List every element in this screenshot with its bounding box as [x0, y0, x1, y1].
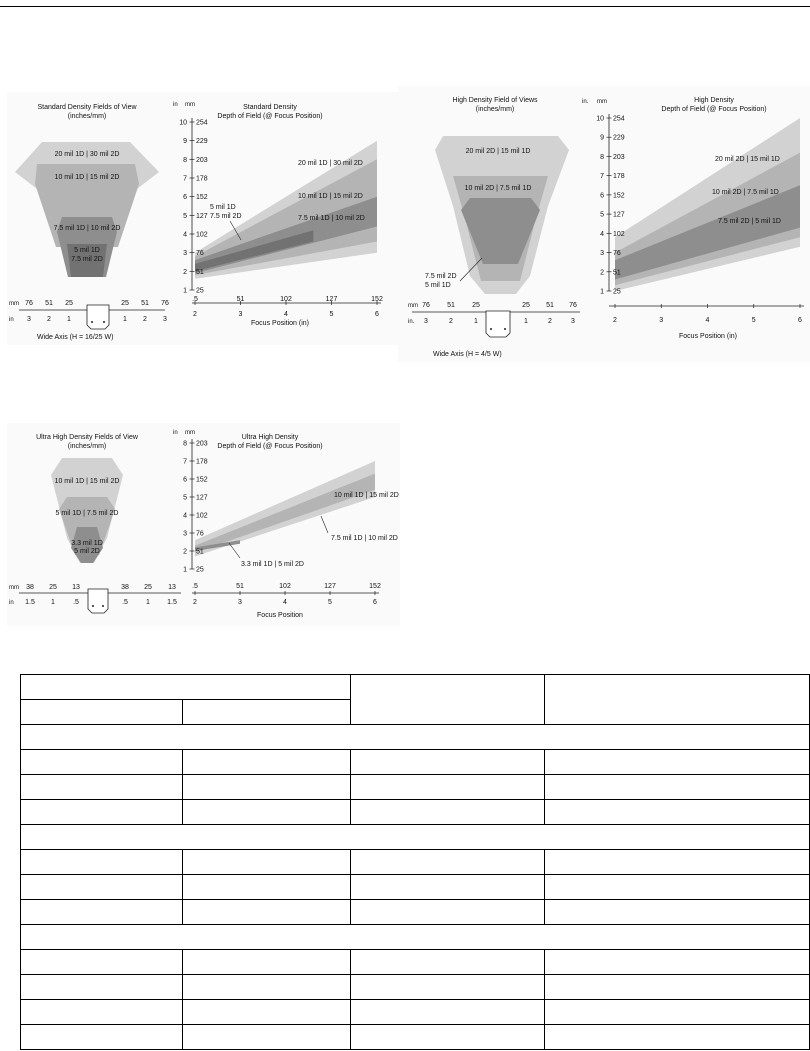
- dof-y-mm-tick-label: 178: [196, 458, 208, 466]
- table-cell: [350, 850, 545, 875]
- fov-mm-tick: 51: [45, 300, 53, 307]
- dof-band-label-2: 10 mil 1D | 15 mil 2D: [298, 193, 363, 200]
- table-section-row: [21, 925, 810, 950]
- table-cell: [21, 1000, 183, 1025]
- dof-band-label-3: 3.3 mil 1D | 5 mil 2D: [241, 561, 304, 568]
- dof-x-mm-tick-label: 102: [280, 296, 292, 303]
- table-cell: [545, 775, 810, 800]
- dof-y-in-tick-label: 4: [600, 230, 604, 238]
- dof-y-mm-tick-label: 203: [613, 153, 625, 161]
- dof-title-1: Ultra High Density: [241, 434, 299, 441]
- table-cell: [350, 1000, 545, 1025]
- table-row: [21, 725, 810, 750]
- table-cell: [545, 850, 810, 875]
- dof-y-in-tick-label: 2: [600, 269, 604, 277]
- dof-title-2: Depth of Field (@ Focus Position): [217, 113, 323, 120]
- fov-label-2: 10 mil 2D | 7.5 mil 1D: [464, 185, 532, 192]
- fov-mm-tick: 38: [121, 584, 129, 591]
- table-cell: [21, 750, 183, 775]
- fov-label-1: 10 mil 1D | 15 mil 2D: [54, 478, 120, 485]
- table-row: [21, 900, 810, 925]
- fov-mm-tick: 25: [49, 584, 57, 591]
- ultra-high-density-figure: [7, 423, 400, 626]
- dof-band-label-2: 7.5 mil 1D | 10 mil 2D: [331, 535, 398, 542]
- fov-in-tick: .5: [73, 599, 79, 606]
- dof-y-in-tick-label: 1: [600, 288, 604, 296]
- dof-y-mm-tick-label: 178: [613, 173, 625, 181]
- fov-mm-tick: 51: [447, 302, 455, 309]
- table-cell: [182, 900, 350, 925]
- fov-in-tick: .5: [122, 599, 128, 606]
- table-cell: [350, 875, 545, 900]
- dof-y-mm-tick-label: 229: [196, 138, 208, 146]
- table-cell: [182, 1025, 350, 1050]
- fov-in-tick: 2: [143, 316, 147, 323]
- dof-title-2: Depth of Field (@ Focus Position): [217, 443, 323, 450]
- fov-mm-tick: 51: [546, 302, 554, 309]
- standard-density-figure: [7, 92, 400, 345]
- fov-mm-tick: 76: [161, 300, 169, 307]
- table-cell: [21, 775, 183, 800]
- table-row: [21, 825, 810, 850]
- dof-x-in-tick-label: 3: [238, 311, 243, 318]
- table-cell: [350, 750, 545, 775]
- scanner-icon: [486, 311, 510, 337]
- fov-title-2: (inches/mm): [67, 443, 107, 450]
- dof-x-label: Focus Position: [257, 612, 303, 619]
- dof-x-in-tick-label: 6: [375, 311, 379, 318]
- table-cell: [350, 675, 545, 725]
- table-row: [21, 975, 810, 1000]
- dof-x-in-tick-label: 4: [705, 317, 710, 324]
- table-cell: [182, 975, 350, 1000]
- table-row: [21, 675, 810, 700]
- table-row: [21, 1025, 810, 1050]
- dof-y-in-tick-label: 5: [600, 211, 604, 219]
- dof-y-in-tick-label: 6: [183, 476, 187, 484]
- fov-label-4: 5 mil 1D: [74, 247, 100, 254]
- dof-y-in-tick-label: 2: [183, 548, 187, 556]
- dof-y-mm-tick-label: 51: [196, 268, 204, 276]
- dof-y-mm-tick-label: 127: [196, 494, 208, 502]
- table-row: [21, 950, 810, 975]
- table-cell: [182, 775, 350, 800]
- dof-x-in-tick-label: 2: [193, 599, 197, 606]
- dof-y-mm-tick-label: 25: [196, 287, 204, 295]
- table-cell: [350, 800, 545, 825]
- table-row: [21, 750, 810, 775]
- dof-callout-2: 7.5 mil 2D: [210, 213, 242, 220]
- spec-table: [20, 674, 810, 1050]
- dof-callout-leader: [229, 543, 240, 558]
- dof-y-in-tick-label: 9: [600, 134, 604, 142]
- dof-title-1: High Density: [694, 97, 734, 104]
- dof-y-in-tick-label: 3: [183, 530, 187, 538]
- dof-x-label: Focus Position (in): [251, 320, 309, 327]
- table-cell: [21, 700, 183, 725]
- dof-y-in-tick-label: 5: [183, 212, 187, 220]
- table-cell: [545, 1025, 810, 1050]
- fov-mm-tick: 25: [522, 302, 530, 309]
- dof-x-in-tick-label: 2: [193, 311, 197, 318]
- fov-label-2: 5 mil 1D | 7.5 mil 2D: [55, 510, 119, 517]
- table-section-row: [21, 825, 810, 850]
- dof-y-in-tick-label: 3: [183, 250, 187, 258]
- table-cell: [182, 850, 350, 875]
- table-cell: [21, 1025, 183, 1050]
- dof-x-mm-tick-label: 127: [324, 583, 336, 590]
- fov-in-tick: 1: [123, 316, 127, 323]
- table-cell: [182, 1000, 350, 1025]
- fov-in-tick: 1: [474, 318, 478, 325]
- fov-in-tick: 2: [548, 318, 552, 325]
- table-row: [21, 800, 810, 825]
- fov-mm-unit: mm: [9, 585, 19, 591]
- dof-y-mm-tick-label: 102: [196, 231, 208, 239]
- fov-title-1: Standard Density Fields of View: [37, 104, 137, 111]
- table-cell: [21, 950, 183, 975]
- fov-mm-tick: 76: [422, 302, 430, 309]
- dof-y-mm-tick-label: 127: [613, 211, 625, 219]
- table-row: [21, 925, 810, 950]
- dof-x-in-tick-label: 3: [659, 317, 664, 324]
- dof-y-mm-tick-label: 102: [613, 230, 625, 238]
- fov-in-unit: in.: [408, 319, 415, 325]
- dof-y-mm-tick-label: 51: [196, 548, 204, 556]
- fov-in-tick: 3: [424, 318, 428, 325]
- dof-y-mm-tick-label: 254: [613, 115, 625, 123]
- dof-title-2: Depth of Field (@ Focus Position): [661, 106, 767, 113]
- dof-y-in-tick-label: 5: [183, 494, 187, 502]
- dof-y-unit-in: in: [173, 102, 178, 108]
- dof-y-in-tick-label: 8: [183, 440, 187, 448]
- dof-y-mm-tick-label: 203: [196, 440, 208, 448]
- table-cell: [545, 675, 810, 725]
- dof-y-in-tick-label: 6: [183, 194, 187, 202]
- scanner-icon: [88, 589, 108, 613]
- dof-x-in-tick-label: 6: [798, 317, 802, 324]
- table-cell: [350, 1025, 545, 1050]
- fov-mm-tick: 76: [569, 302, 577, 309]
- dof-y-in-tick-label: 4: [183, 231, 187, 239]
- fov-in-tick: 2: [449, 318, 453, 325]
- table-cell: [350, 900, 545, 925]
- fov-title-2: (inches/mm): [475, 106, 515, 113]
- fov-in-unit: in: [9, 317, 14, 323]
- dof-band-label-2: 10 mil 2D | 7.5 mil 1D: [712, 189, 779, 196]
- fov-in-tick: 3: [571, 318, 575, 325]
- dof-y-mm-tick-label: 76: [196, 530, 204, 538]
- fov-mm-tick: 25: [65, 300, 73, 307]
- fov-in-tick: 1: [524, 318, 528, 325]
- dof-y-unit-in: in: [173, 430, 178, 436]
- table-cell: [545, 950, 810, 975]
- standard-density-svg: [7, 92, 400, 345]
- table-cell: [182, 950, 350, 975]
- dof-band-label-1: 10 mil 1D | 15 mil 2D: [334, 492, 399, 499]
- dof-y-in-tick-label: 10: [179, 119, 187, 127]
- fov-label-5: 7.5 mil 2D: [71, 256, 103, 263]
- dof-x-mm-tick-label: 102: [279, 583, 291, 590]
- dof-x-in-tick-label: 6: [373, 599, 377, 606]
- dof-y-in-tick-label: 10: [596, 115, 604, 123]
- dof-y-in-tick-label: 7: [183, 458, 187, 466]
- dof-x-in-tick-label: 2: [613, 317, 617, 324]
- dof-x-mm-tick-label: 152: [371, 296, 383, 303]
- fov-label-4: 5 mil 1D: [425, 282, 451, 289]
- table-row: [21, 775, 810, 800]
- table-cell: [21, 900, 183, 925]
- dof-band-label-3: 7.5 mil 1D | 10 mil 2D: [298, 215, 365, 222]
- dof-callout-1: 5 mil 1D: [210, 204, 236, 211]
- dof-y-in-tick-label: 3: [600, 250, 604, 258]
- dof-y-in-tick-label: 4: [183, 512, 187, 520]
- dof-y-mm-tick-label: 229: [613, 134, 625, 142]
- fov-mm-tick: 13: [72, 584, 80, 591]
- dof-band-label-1: 20 mil 1D | 30 mil 2D: [298, 160, 363, 167]
- dof-y-in-tick-label: 8: [183, 156, 187, 164]
- dof-y-mm-tick-label: 152: [613, 192, 625, 200]
- dof-x-in-tick-label: 4: [284, 311, 288, 318]
- dof-y-in-tick-label: 1: [183, 287, 187, 295]
- fov-mm-tick: 38: [26, 584, 34, 591]
- dof-y-mm-tick-label: 102: [196, 512, 208, 520]
- dof-y-mm-tick-label: 25: [196, 566, 204, 574]
- ultra-high-density-svg: [7, 423, 400, 626]
- table-row: [21, 850, 810, 875]
- table-cell: [21, 675, 351, 700]
- fov-label-1: 20 mil 2D | 15 mil 1D: [465, 148, 531, 155]
- dof-x-mm-tick-label: 127: [325, 296, 338, 303]
- dof-x-label: Focus Position (in): [679, 333, 737, 340]
- scanner-icon: [87, 305, 109, 329]
- dof-callout-leader: [321, 516, 328, 533]
- fov-label-4: 5 mil 2D: [74, 548, 100, 555]
- table-cell: [545, 975, 810, 1000]
- dof-y-mm-tick-label: 203: [196, 156, 208, 164]
- table-cell: [182, 875, 350, 900]
- dof-y-unit-mm: mm: [185, 102, 195, 108]
- dof-y-mm-tick-label: 254: [196, 119, 208, 127]
- fov-in-tick: 2: [47, 316, 51, 323]
- fov-in-tick: 3: [163, 316, 167, 323]
- dof-y-in-tick-label: 6: [600, 192, 604, 200]
- dof-x-in-tick-label: 5: [328, 599, 332, 606]
- table-cell: [182, 700, 350, 725]
- dof-y-in-tick-label: 9: [183, 138, 187, 146]
- dof-x-mm-tick-label: 152: [369, 583, 381, 590]
- table-cell: [545, 800, 810, 825]
- table-cell: [545, 750, 810, 775]
- fov-title-1: Ultra High Density Fields of View: [36, 434, 138, 441]
- dof-x-in-tick-label: 5: [751, 317, 756, 324]
- dof-band-label-1: 20 mil 2D | 15 mil 1D: [715, 156, 780, 163]
- dof-band-label-3: 7.5 mil 2D | 5 mil 1D: [718, 218, 781, 225]
- fov-mm-tick: 76: [25, 300, 33, 307]
- fov-mm-unit: mm: [408, 303, 418, 309]
- dof-title-1: Standard Density: [243, 104, 297, 111]
- fov-mm-tick: 13: [168, 584, 176, 591]
- fov-axis-caption: Wide Axis (H = 16/25 W): [37, 334, 114, 341]
- dof-y-in-tick-label: 8: [600, 153, 604, 161]
- fov-mm-tick: 51: [141, 300, 149, 307]
- fov-mm-tick: 25: [144, 584, 152, 591]
- dof-x-mm-tick-label: 51: [236, 296, 245, 303]
- fov-label-2: 10 mil 1D | 15 mil 2D: [54, 174, 120, 181]
- fov-axis-caption: Wide Axis (H = 4/5 W): [433, 351, 502, 358]
- fov-title-2: (inches/mm): [67, 113, 107, 120]
- table-section-row: [21, 725, 810, 750]
- table-cell: [350, 950, 545, 975]
- dof-x-in-tick-label: 3: [238, 599, 242, 606]
- fov-label-3: 3.3 mil 1D: [71, 540, 103, 547]
- page-top-rule: [0, 6, 810, 7]
- fov-mm-tick: 25: [472, 302, 480, 309]
- fov-in-tick: 1: [146, 599, 150, 606]
- dof-x-mm-tick-label: 51: [236, 583, 244, 590]
- table-cell: [545, 875, 810, 900]
- dof-y-in-tick-label: 2: [183, 268, 187, 276]
- fov-mm-unit: mm: [9, 301, 19, 307]
- table-cell: [21, 850, 183, 875]
- fov-mm-tick: 25: [121, 300, 129, 307]
- dof-y-mm-tick-label: 178: [196, 175, 208, 183]
- fov-in-tick: 1: [67, 316, 71, 323]
- dof-y-mm-tick-label: 127: [196, 212, 208, 220]
- table-cell: [182, 750, 350, 775]
- dof-x-in-tick-label: 4: [283, 599, 287, 606]
- fov-in-tick: 1.5: [25, 599, 35, 606]
- table-cell: [545, 900, 810, 925]
- fov-title-1: High Density Field of Views: [452, 97, 538, 104]
- dof-y-in-tick-label: 7: [183, 175, 187, 183]
- dof-y-mm-tick-label: 76: [196, 250, 204, 258]
- dof-y-in-tick-label: 1: [183, 566, 187, 574]
- fov-in-tick: 1.5: [167, 599, 177, 606]
- high-density-figure: [398, 86, 810, 362]
- table-cell: [182, 800, 350, 825]
- table-cell: [545, 1000, 810, 1025]
- dof-y-mm-tick-label: 25: [613, 288, 621, 296]
- table-cell: [21, 800, 183, 825]
- fov-label-1: 20 mil 1D | 30 mil 2D: [54, 151, 120, 158]
- table-cell: [21, 875, 183, 900]
- fov-in-unit: in: [9, 600, 14, 606]
- table-cell: [21, 975, 183, 1000]
- dof-y-unit-in: in.: [582, 99, 589, 105]
- dof-y-mm-tick-label: 152: [196, 476, 208, 484]
- fov-label-3: 7.5 mil 2D: [425, 273, 457, 280]
- dof-x-in-tick-label: 5: [329, 311, 334, 318]
- table-row: [21, 1000, 810, 1025]
- table-cell: [350, 775, 545, 800]
- dof-y-in-tick-label: 7: [600, 173, 604, 181]
- dof-y-mm-tick-label: 51: [613, 269, 621, 277]
- dof-y-unit-mm: mm: [597, 99, 607, 105]
- table-cell: [350, 975, 545, 1000]
- table-row: [21, 875, 810, 900]
- dof-x-mm-tick-label: .5: [192, 583, 198, 590]
- dof-y-mm-tick-label: 152: [196, 194, 208, 202]
- fov-in-tick: 1: [51, 599, 55, 606]
- fov-label-3: 7.5 mil 1D | 10 mil 2D: [53, 225, 121, 232]
- fov-in-tick: 3: [27, 316, 31, 323]
- dof-x-mm-tick-label: .5: [192, 296, 198, 303]
- dof-y-mm-tick-label: 76: [613, 250, 621, 258]
- high-density-svg: [398, 86, 810, 362]
- dof-y-unit-mm: mm: [185, 430, 195, 436]
